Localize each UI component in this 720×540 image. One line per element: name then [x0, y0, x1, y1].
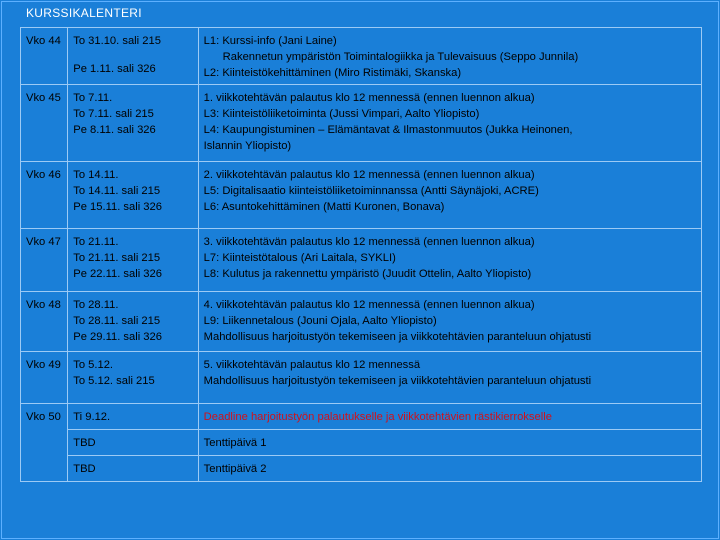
date-line: To 31.10. sali 215 — [73, 35, 161, 47]
content-cell — [198, 430, 701, 456]
content-line: 3. viikkotehtävän palautus klo 12 mennessä (ennen luennon alkua) — [203, 236, 535, 248]
week-cell: Vko 48 — [21, 292, 68, 352]
date-line: Pe 1.11. sali 326 — [73, 63, 156, 75]
table-row — [21, 430, 702, 456]
content-line: Islannin Yliopisto) — [203, 140, 292, 152]
course-calendar-table — [20, 27, 702, 482]
content-line: L7: Kiinteistötalous (Ari Laitala, SYKLI) — [203, 252, 396, 264]
date-line: To 21.11. — [73, 236, 119, 248]
content-line: 1. viikkotehtävän palautus klo 12 mennessä (ennen luennon alkua) — [203, 92, 535, 104]
content-line: Rakennetun ympäristön Toimintalogiikka ja Tulevaisuus (Seppo Junnila) — [222, 51, 579, 63]
week-cell: Vko 50 — [21, 404, 68, 482]
week-cell: Vko 47 — [21, 229, 68, 292]
date-line: To 7.11. — [73, 92, 113, 104]
page-title: KURSSIKALENTERI — [26, 6, 142, 20]
deadline-line: Deadline harjoitustyön palautukselle ja viikkotehtävien rästikierrokselle — [203, 411, 552, 423]
table-row — [21, 85, 702, 162]
content-cell — [198, 404, 701, 430]
date-cell — [68, 430, 198, 456]
date-line: To 28.11. sali 215 — [73, 315, 161, 327]
week-cell: Vko 46 — [21, 162, 68, 229]
table-row — [21, 229, 702, 292]
table-row — [21, 162, 702, 229]
week-cell: Vko 44 — [21, 28, 68, 85]
content-line: L1: Kurssi-info (Jani Laine) — [203, 35, 337, 47]
content-cell — [198, 292, 701, 352]
content-line: L5: Digitalisaatio kiinteistöliiketoiminnanssa (Antti Säynäjoki, ACRE) — [203, 185, 539, 197]
date-line: To 7.11. sali 215 — [73, 108, 154, 120]
date-cell — [68, 352, 198, 404]
content-line: L6: Asuntokehittäminen (Matti Kuronen, Bonava) — [203, 201, 445, 213]
date-line: TBD — [73, 437, 96, 449]
content-cell — [198, 85, 701, 162]
date-line: To 5.12. sali 215 — [73, 375, 155, 387]
content-line: Tenttipäivä 1 — [203, 437, 267, 449]
date-cell — [68, 162, 198, 229]
content-line: Mahdollisuus harjoitustyön tekemiseen ja viikkotehtävien paranteluun ohjatusti — [203, 331, 592, 343]
date-line: TBD — [73, 463, 96, 475]
date-cell — [68, 229, 198, 292]
date-cell — [68, 456, 198, 482]
table-row — [21, 456, 702, 482]
content-line: 4. viikkotehtävän palautus klo 12 mennessä (ennen luennon alkua) — [203, 299, 535, 311]
week-cell: Vko 45 — [21, 85, 68, 162]
content-line: 5. viikkotehtävän palautus klo 12 mennessä — [203, 359, 421, 371]
date-line: Pe 8.11. sali 326 — [73, 124, 156, 136]
content-line: L4: Kaupungistuminen – Elämäntavat & Ilmastonmuutos (Jukka Heinonen, — [203, 124, 573, 136]
content-line: L3: Kiinteistöliiketoiminta (Jussi Vimpari, Aalto Yliopisto) — [203, 108, 480, 120]
content-line: Tenttipäivä 2 — [203, 463, 267, 475]
table-row — [21, 28, 702, 85]
date-line: Pe 22.11. sali 326 — [73, 268, 162, 280]
table-row — [21, 404, 702, 430]
content-line: 2. viikkotehtävän palautus klo 12 mennessä (ennen luennon alkua) — [203, 169, 535, 181]
content-line: Mahdollisuus harjoitustyön tekemiseen ja viikkotehtävien paranteluun ohjatusti — [203, 375, 592, 387]
content-cell — [198, 229, 701, 292]
date-line: To 14.11. sali 215 — [73, 185, 161, 197]
table-row — [21, 352, 702, 404]
content-cell — [198, 352, 701, 404]
date-line: To 21.11. sali 215 — [73, 252, 161, 264]
content-cell — [198, 162, 701, 229]
date-line: To 5.12. — [73, 359, 114, 371]
content-line: L8: Kulutus ja rakennettu ympäristö (Juudit Ottelin, Aalto Yliopisto) — [203, 268, 532, 280]
week-cell: Vko 49 — [21, 352, 68, 404]
date-cell — [68, 85, 198, 162]
table-row — [21, 292, 702, 352]
date-cell — [68, 404, 198, 430]
date-line: To 14.11. — [73, 169, 119, 181]
date-cell — [68, 28, 198, 85]
date-line: Pe 29.11. sali 326 — [73, 331, 162, 343]
content-cell — [198, 456, 701, 482]
date-cell — [68, 292, 198, 352]
date-line: Pe 15.11. sali 326 — [73, 201, 162, 213]
date-line: To 28.11. — [73, 299, 119, 311]
content-cell — [198, 28, 701, 85]
date-line: Ti 9.12. — [73, 411, 111, 423]
content-line: L2: Kiinteistökehittäminen (Miro Ristimäki, Skanska) — [203, 67, 462, 79]
content-line: L9: Liikennetalous (Jouni Ojala, Aalto Yliopisto) — [203, 315, 437, 327]
